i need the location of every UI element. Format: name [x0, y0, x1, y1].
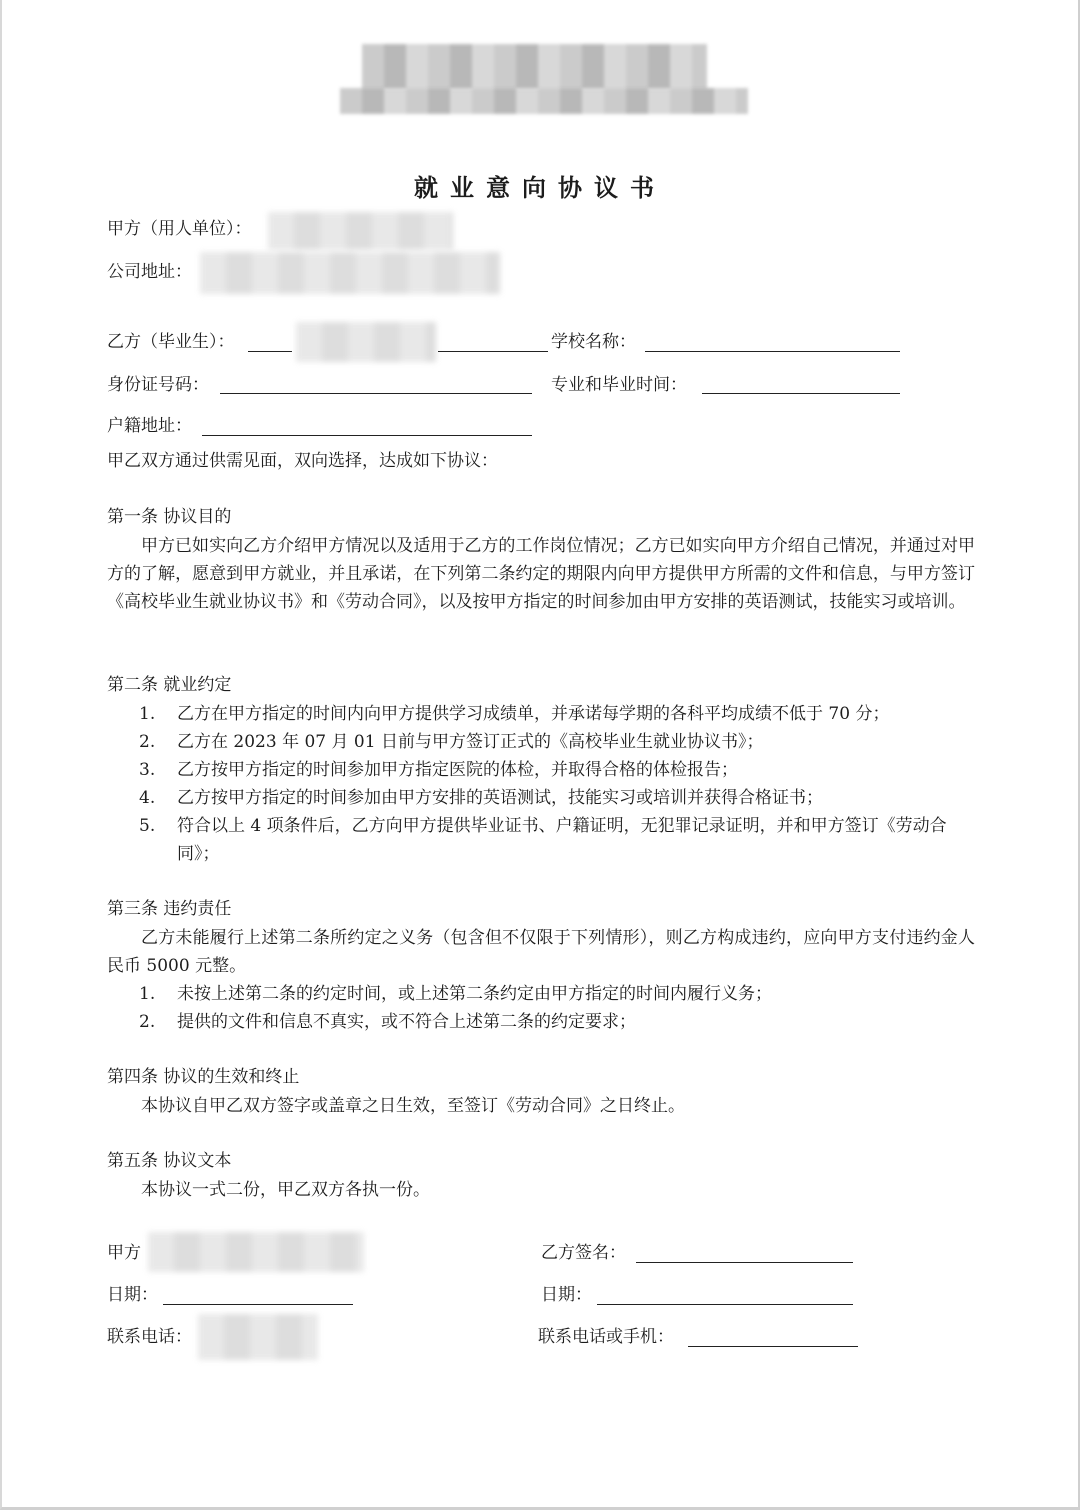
redacted-party-a-phone: [198, 1314, 318, 1360]
redacted-party-a-signature: [148, 1232, 364, 1272]
list-item: 1. 乙方在甲方指定的时间内向甲方提供学习成绩单，并承诺每学期的各科平均成绩不低于 70 分；: [139, 704, 890, 724]
party-b-phone-line: [688, 1346, 858, 1347]
major-graduation-line: [702, 393, 900, 394]
article-2-heading: 第二条 就业约定: [107, 675, 232, 695]
party-a-signature-label: 甲方: [107, 1243, 141, 1263]
graduate-name-line-1: [248, 351, 292, 352]
company-address-label: 公司地址：: [107, 262, 192, 282]
redacted-company-address: [200, 252, 500, 294]
party-b-signature-label: 乙方签名：: [541, 1243, 626, 1263]
intro-text: 甲乙双方通过供需见面，双向选择，达成如下协议：: [107, 451, 498, 471]
hukou-address-label: 户籍地址：: [107, 416, 192, 436]
hukou-address-line: [202, 435, 532, 436]
school-name-label: 学校名称：: [551, 332, 636, 352]
party-b-date-label: 日期：: [541, 1285, 592, 1305]
party-a-date-label: 日期：: [107, 1285, 158, 1305]
party-b-signature-line: [636, 1262, 853, 1263]
list-item: 2. 提供的文件和信息不真实，或不符合上述第二条的约定要求；: [139, 1012, 636, 1032]
article-4-heading: 第四条 协议的生效和终止: [107, 1067, 300, 1087]
redacted-graduate-name: [296, 322, 436, 362]
list-item: 3. 乙方按甲方指定的时间参加甲方指定医院的体检，并取得合格的体检报告；: [139, 760, 738, 780]
article-3-paragraph: 乙方未能履行上述第二条所约定之义务（包含但不仅限于下列情形），则乙方构成违约，应向甲方支付违约金人民币 5000 元整。: [107, 928, 975, 976]
major-graduation-label: 专业和毕业时间：: [551, 375, 687, 395]
party-b-phone-label: 联系电话或手机：: [538, 1327, 674, 1347]
redacted-letterhead-bottom: [340, 88, 748, 114]
list-item: 5. 符合以上 4 项条件后，乙方向甲方提供毕业证书、户籍证明，无犯罪记录证明，并和甲方签订《劳动合同》；: [139, 816, 947, 864]
redacted-party-a-name: [268, 212, 453, 250]
article-3-heading: 第三条 违约责任: [107, 899, 232, 919]
party-a-date-line: [163, 1304, 353, 1305]
id-number-line: [220, 393, 532, 394]
party-a-label: 甲方（用人单位）：: [107, 219, 252, 239]
party-b-date-line: [597, 1304, 853, 1305]
redacted-letterhead-top: [362, 44, 707, 90]
list-item: 1. 未按上述第二条的约定时间，或上述第二条约定由甲方指定的时间内履行义务；: [139, 984, 772, 1004]
list-item: 2. 乙方在 2023 年 07 月 01 日前与甲方签订正式的《高校毕业生就业协议书》；: [139, 732, 764, 752]
id-number-label: 身份证号码：: [107, 375, 209, 395]
article-2-list: [107, 700, 975, 868]
school-name-line: [645, 351, 900, 352]
article-1-paragraph: 甲方已如实向乙方介绍甲方情况以及适用于乙方的工作岗位情况；乙方已如实向甲方介绍自己情况，并通过对甲方的了解，愿意到甲方就业，并且承诺，在下列第二条约定的期限内向甲方提供甲方所需的文件和信息，与甲方签订《高校毕业生就业协议书》和《劳动合同》，以及按甲方指定的时间参加由甲方安排的英语测试，技能实习或培训。: [107, 536, 975, 612]
party-a-phone-label: 联系电话：: [107, 1327, 192, 1347]
article-5-paragraph: 本协议一式二份，甲乙双方各执一份。: [141, 1180, 430, 1200]
article-4-paragraph: 本协议自甲乙双方签字或盖章之日生效，至签订《劳动合同》之日终止。: [141, 1096, 685, 1116]
graduate-label: 乙方（毕业生）：: [107, 332, 235, 352]
article-1-heading: 第一条 协议目的: [107, 507, 232, 527]
article-5-heading: 第五条 协议文本: [107, 1151, 232, 1171]
graduate-name-line-2: [438, 351, 548, 352]
document-title: 就业意向协议书: [414, 174, 666, 202]
article-3-list: [107, 980, 975, 1036]
list-item: 4. 乙方按甲方指定的时间参加由甲方安排的英语测试，技能实习或培训并获得合格证书；: [139, 788, 823, 808]
